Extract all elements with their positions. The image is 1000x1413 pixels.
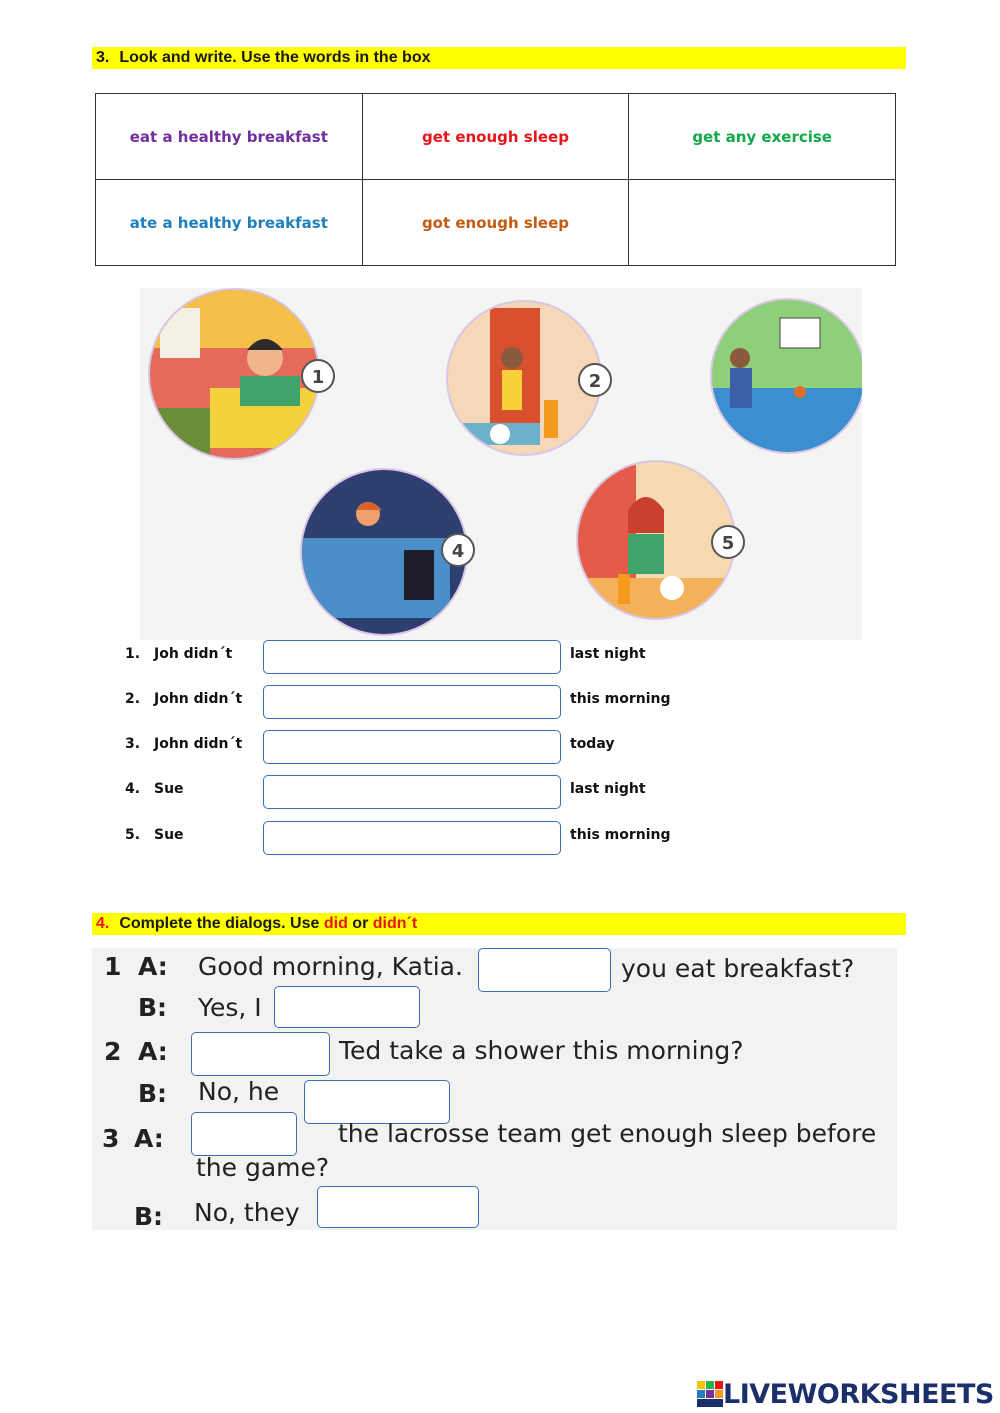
section-4-header	[92, 913, 906, 935]
dialog-line-text: Ted take a shower this morning?	[339, 1036, 744, 1065]
sentence-subject: Joh didn´t	[154, 646, 233, 662]
dialog-line-text: the game?	[196, 1153, 330, 1182]
sentence-ending: last night	[570, 781, 646, 797]
keyword-joiner: or	[352, 915, 369, 932]
word-cell	[629, 180, 896, 266]
word-phrase: get any exercise	[692, 127, 832, 146]
sentence-ending: today	[570, 736, 615, 752]
sentence-ending: this morning	[570, 691, 671, 707]
picture-number-4: 4	[451, 541, 465, 562]
speaker-label: A:	[138, 952, 168, 981]
section-number: 4.	[96, 915, 110, 932]
section-number: 3.	[96, 49, 110, 66]
sentence-subject: Sue	[154, 827, 184, 843]
sentence-number: 3.	[125, 736, 141, 752]
dialog-answer-input-3a[interactable]	[191, 1112, 297, 1156]
word-cell	[629, 94, 896, 180]
keyword-did: did	[323, 915, 348, 932]
picture-number-5: 5	[721, 533, 735, 554]
picture-panel	[140, 288, 862, 640]
word-box-row	[96, 94, 896, 180]
dialog-number: 3	[102, 1124, 120, 1153]
scene-2-leaving-home	[440, 288, 611, 468]
word-phrase: get enough sleep	[422, 127, 569, 146]
dialog-line-text: you eat breakfast?	[621, 954, 855, 983]
word-box	[95, 93, 896, 266]
word-cell	[96, 180, 363, 266]
scene-5-eating-breakfast	[576, 458, 744, 628]
picture-number-1: 1	[311, 367, 325, 388]
picture-number-2: 2	[588, 371, 602, 392]
sentence-row	[0, 730, 1000, 764]
speaker-label: B:	[138, 993, 168, 1022]
section-title-prefix: Complete the dialogs. Use	[119, 915, 320, 932]
dialog-answer-input-2b[interactable]	[304, 1080, 450, 1124]
dialog-answer-input-3b[interactable]	[317, 1186, 479, 1228]
sentence-row	[0, 685, 1000, 719]
sentence-ending: this morning	[570, 827, 671, 843]
sentence-row	[0, 640, 1000, 674]
scene-illustrations	[140, 288, 862, 640]
sentence-number: 1.	[125, 646, 141, 662]
speaker-label: B:	[138, 1079, 168, 1108]
word-cell	[362, 94, 629, 180]
word-cell	[96, 94, 363, 180]
sentence-subject: John didn´t	[154, 736, 243, 752]
scene-4-night-sleeping	[300, 468, 474, 638]
answer-input-5[interactable]	[263, 821, 561, 855]
sentence-number: 2.	[125, 691, 141, 707]
word-cell	[362, 180, 629, 266]
word-phrase: ate a healthy breakfast	[129, 213, 328, 232]
speaker-label: A:	[134, 1124, 164, 1153]
dialog-answer-input-1b[interactable]	[274, 986, 420, 1028]
sentence-number: 5.	[125, 827, 141, 843]
answer-input-1[interactable]	[263, 640, 561, 674]
scene-3-basketball-court	[700, 288, 862, 468]
sentence-number: 4.	[125, 781, 141, 797]
dialog-number: 1	[104, 952, 122, 981]
answer-input-4[interactable]	[263, 775, 561, 809]
sentence-row	[0, 775, 1000, 809]
word-box-row	[96, 180, 896, 266]
liveworksheets-logo	[697, 1378, 994, 1410]
sentence-subject: John didn´t	[154, 691, 243, 707]
sentence-row	[0, 821, 1000, 855]
logo-mark-icon	[697, 1381, 723, 1407]
dialog-line-text: Good morning, Katia.	[198, 952, 463, 981]
section-3-header	[92, 47, 906, 69]
word-phrase: eat a healthy breakfast	[129, 127, 328, 146]
answer-input-2[interactable]	[263, 685, 561, 719]
section-title: Look and write. Use the words in the box	[119, 49, 431, 66]
scene-1-oversleeping	[140, 288, 340, 468]
dialog-line-text: the lacrosse team get enough sleep before	[338, 1119, 877, 1148]
dialog-line-text: Yes, I	[198, 993, 262, 1022]
word-phrase: got enough sleep	[421, 213, 570, 232]
logo-text: LIVEWORKSHEETS	[723, 1378, 994, 1410]
dialog-panel	[92, 948, 897, 1230]
sentence-ending: last night	[570, 646, 646, 662]
keyword-didnt: didn´t	[372, 915, 418, 932]
dialog-number: 2	[104, 1037, 122, 1066]
speaker-label: B:	[134, 1202, 164, 1230]
answer-input-3[interactable]	[263, 730, 561, 764]
sentence-subject: Sue	[154, 781, 184, 797]
dialog-answer-input-2a[interactable]	[191, 1032, 330, 1076]
dialog-line-text: No, he	[198, 1077, 280, 1106]
dialog-line-text: No, they	[194, 1198, 300, 1227]
speaker-label: A:	[138, 1037, 168, 1066]
dialog-answer-input-1a[interactable]	[478, 948, 611, 992]
